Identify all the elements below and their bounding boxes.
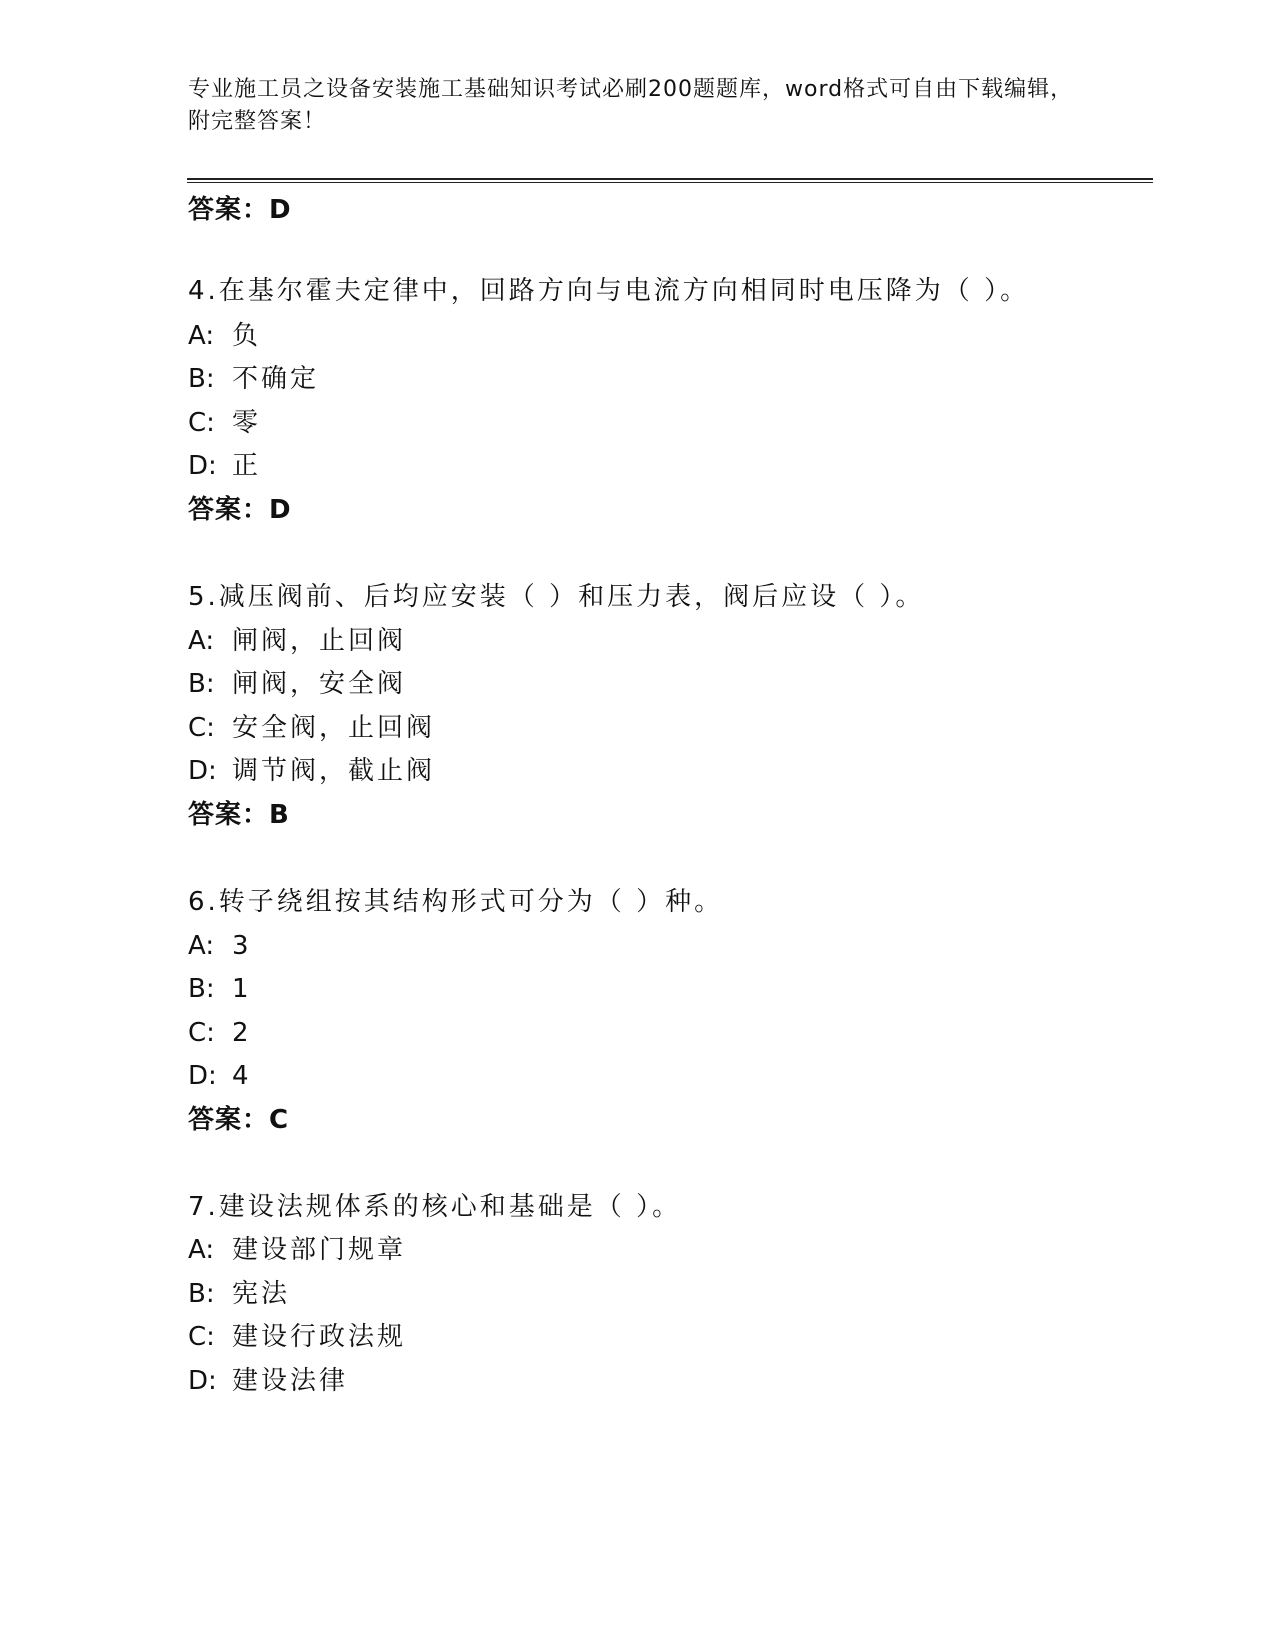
option-text: 宪法 bbox=[232, 1279, 291, 1309]
answer-previous-question: 答案：D bbox=[188, 195, 292, 225]
question-5-option-a bbox=[188, 624, 406, 658]
question-6-option-d bbox=[188, 1059, 252, 1093]
option-key: C: bbox=[188, 408, 215, 438]
option-text: 建设部门规章 bbox=[232, 1235, 407, 1265]
option-text: 闸阀，止回阀 bbox=[232, 626, 407, 656]
option-text: 建设法律 bbox=[232, 1366, 349, 1396]
question-5-option-c bbox=[188, 711, 435, 745]
option-key: B: bbox=[188, 669, 215, 699]
option-text: 3 bbox=[232, 931, 252, 961]
document-header: 专业施工员之设备安装施工基础知识考试必刷200题题库，word格式可自由下载编辑，附完整答案！ bbox=[188, 77, 1074, 134]
question-6-option-c bbox=[188, 1016, 252, 1050]
option-text: 2 bbox=[232, 1018, 252, 1048]
option-text: 建设行政法规 bbox=[232, 1322, 407, 1352]
option-text: 零 bbox=[232, 408, 262, 438]
question-6-option-b bbox=[188, 972, 252, 1006]
option-key: D: bbox=[188, 1061, 217, 1091]
question-4-option-d bbox=[188, 449, 261, 483]
option-text: 正 bbox=[232, 451, 262, 481]
option-key: D: bbox=[188, 756, 217, 786]
question-6-stem: 6.转子绕组按其结构形式可分为（ ）种。 bbox=[188, 887, 724, 917]
question-5-answer: 答案：B bbox=[188, 800, 290, 830]
question-4-option-b bbox=[188, 362, 319, 396]
question-6-option-a bbox=[188, 929, 252, 963]
question-7-stem: 7.建设法规体系的核心和基础是（ ）。 bbox=[188, 1192, 682, 1222]
header-divider-thick bbox=[187, 178, 1153, 180]
option-text: 调节阀，截止阀 bbox=[232, 756, 436, 786]
option-key: B: bbox=[188, 364, 215, 394]
header-divider-thin bbox=[187, 182, 1153, 183]
option-key: C: bbox=[188, 713, 215, 743]
option-key: D: bbox=[188, 451, 217, 481]
question-7-option-d bbox=[188, 1364, 348, 1398]
question-7-option-a bbox=[188, 1233, 406, 1267]
question-5-option-d bbox=[188, 754, 435, 788]
question-5-stem: 5.减压阀前、后均应安装（ ）和压力表，阀后应设（ ）。 bbox=[188, 582, 925, 612]
option-text: 4 bbox=[232, 1061, 252, 1091]
option-key: A: bbox=[188, 1235, 215, 1265]
option-text: 1 bbox=[232, 974, 252, 1004]
option-key: D: bbox=[188, 1366, 217, 1396]
option-key: C: bbox=[188, 1018, 215, 1048]
option-key: B: bbox=[188, 1279, 215, 1309]
question-4-option-a bbox=[188, 319, 261, 353]
question-7-option-c bbox=[188, 1320, 406, 1354]
question-5-option-b bbox=[188, 667, 406, 701]
option-text: 不确定 bbox=[232, 364, 320, 394]
option-text: 安全阀，止回阀 bbox=[232, 713, 436, 743]
option-key: A: bbox=[188, 321, 215, 351]
question-4-stem: 4.在基尔霍夫定律中，回路方向与电流方向相同时电压降为（ ）。 bbox=[188, 276, 1030, 306]
question-4-option-c bbox=[188, 406, 261, 440]
option-key: B: bbox=[188, 974, 215, 1004]
option-key: A: bbox=[188, 626, 215, 656]
option-key: C: bbox=[188, 1322, 215, 1352]
question-6-answer: 答案：C bbox=[188, 1105, 290, 1135]
question-4-answer: 答案：D bbox=[188, 495, 292, 525]
option-text: 负 bbox=[232, 321, 262, 351]
option-key: A: bbox=[188, 931, 215, 961]
question-7-option-b bbox=[188, 1277, 290, 1311]
option-text: 闸阀，安全阀 bbox=[232, 669, 407, 699]
